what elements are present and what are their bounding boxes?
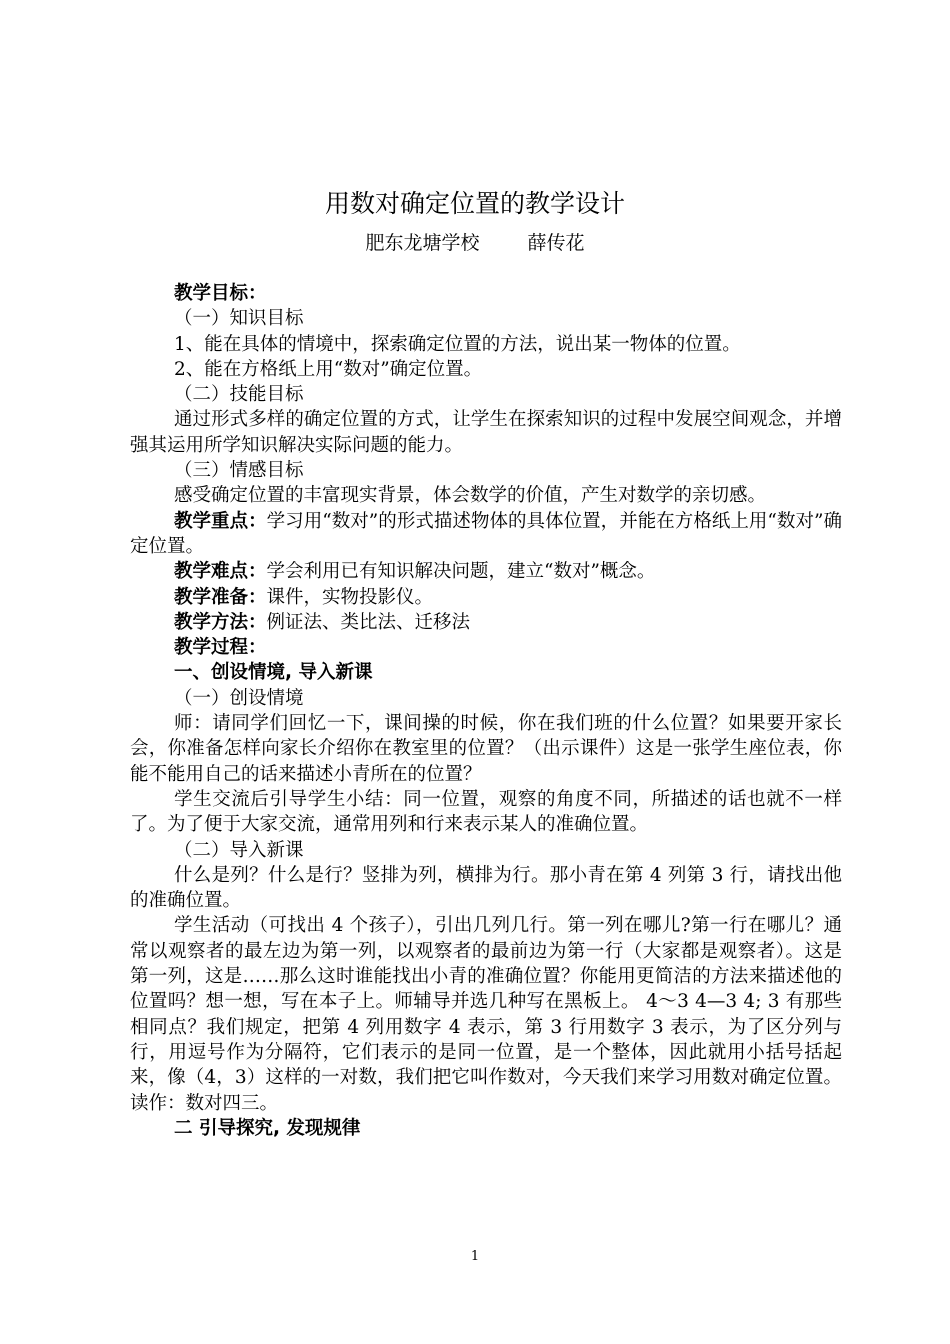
author-name: 薛传花 xyxy=(527,232,585,254)
page-number: 1 xyxy=(470,1249,480,1264)
preparation-text: 课件，实物投影仪。 xyxy=(266,586,434,608)
skill-text: 通过形式多样的确定位置的方式，让学生在探索知识的过程中发展空间观念，并增强其运用所学知识解决实际问题的能力。 xyxy=(130,409,842,456)
document-title: 用数对确定位置的教学设计 xyxy=(324,189,625,218)
section-1-sub-2: （二）导入新课 xyxy=(174,839,304,861)
difficulty-label: 教学难点： xyxy=(174,561,267,583)
emotion-text: 感受确定位置的丰富现实背景，体会数学的价值，产生对数学的亲切感。 xyxy=(174,485,767,507)
author-line xyxy=(0,229,950,257)
section-1-heading: 一、创设情境, 导入新课 xyxy=(174,662,373,684)
section-1-paragraph-2: 学生交流后引导学生小结：同一位置，观察的角度不同，所描述的话也就不一样了。为了便于大家交流，通常用列和行来表示某人的准确位置。 xyxy=(130,788,842,836)
emotion-heading: （三）情感目标 xyxy=(174,460,304,482)
section-1-paragraph-4: 学生活动（可找出 4 个孩子），引出几列几行。第一列在哪儿?第一行在哪儿？通常以观察者的最左边为第一列，以观察者的最前边为第一行（大家都是观察者）。这是第一列，这是……那么这时谁能找出小青的准确位置？你能用更简洁的方法来描述他的位置吗？想一想，写在本子上。师辅导并选几种写在黑板上。 4～3 4—3 4; 3 有那些相同点？我们规定，把第 4 列用数字 4 表示，第 3 行用数字 3 表示，为了区分列与行，用逗号作为分隔符，它们表示的是同一位置，是一个整体，因此就用小括号括起来，像（4，3）这样的一对数，我们把它叫作数对，今天我们来学习用数对确定位置。读作：数对四三。 xyxy=(130,915,842,1114)
key-point-label: 教学重点： xyxy=(174,510,267,532)
difficulty-text: 学会利用已有知识解决问题，建立“数对”概念。 xyxy=(266,561,656,583)
section-1-sub-1: （一）创设情境 xyxy=(174,687,304,709)
key-point-text: 学习用“数对”的形式描述物体的具体位置，并能在方格纸上用“数对”确定位置。 xyxy=(130,510,842,557)
section-1-paragraph-1: 师：请同学们回忆一下，课间操的时候，你在我们班的什么位置？如果要开家长会，你准备怎样向家长介绍你在教室里的位置？（出示课件）这是一张学生座位表，你能不能用自己的话来描述小青所在的位置？ xyxy=(130,713,842,785)
key-point-paragraph xyxy=(130,509,842,560)
preparation-paragraph xyxy=(130,585,842,610)
preparation-label: 教学准备： xyxy=(174,586,267,608)
method-paragraph xyxy=(130,610,842,635)
process-label: 教学过程： xyxy=(174,637,267,659)
section-2-heading: 二 引导探究, 发现规律 xyxy=(174,1117,361,1139)
document-body xyxy=(130,281,842,1141)
objectives-label: 教学目标： xyxy=(174,283,267,304)
method-label: 教学方法： xyxy=(174,611,267,633)
knowledge-heading: （一）知识目标 xyxy=(174,308,304,330)
knowledge-item-1: 1、能在具体的情境中，探索确定位置的方法，说出某一物体的位置。 xyxy=(174,333,741,355)
author-school: 肥东龙塘学校 xyxy=(365,232,480,254)
knowledge-item-2: 2、能在方格纸上用“数对”确定位置。 xyxy=(174,358,483,380)
section-1-paragraph-3: 什么是列？什么是行？竖排为列，横排为行。那小青在第 4 列第 3 行，请找出他的准确位置。 xyxy=(130,864,842,912)
method-text: 例证法、类比法、迁移法 xyxy=(266,611,471,633)
skill-heading: （二）技能目标 xyxy=(174,384,304,406)
difficulty-paragraph xyxy=(130,559,842,584)
